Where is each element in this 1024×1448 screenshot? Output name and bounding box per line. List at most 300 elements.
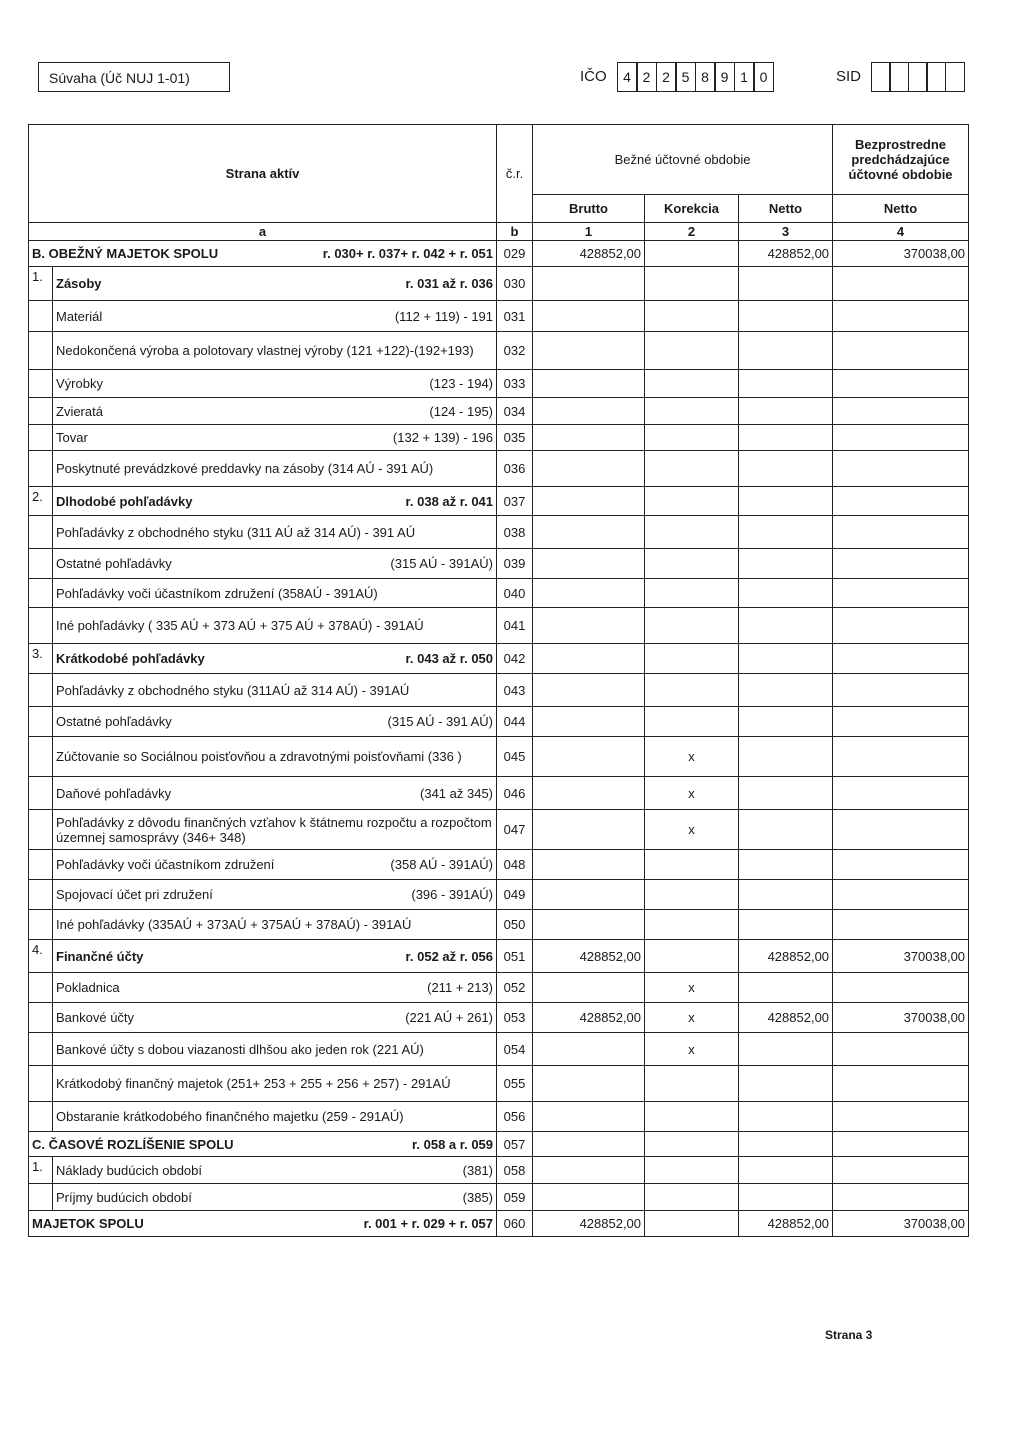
netto-value [739, 777, 833, 810]
table-row [29, 267, 969, 301]
row-label: Zvieratá [56, 403, 103, 419]
row-label: Pohľadávky voči účastníkom združení [56, 857, 275, 872]
balance-sheet-table [28, 124, 969, 1237]
row-label: Zúčtovanie so Sociálnou poisťovňou a zdravotnými poisťovňami (336 ) [56, 749, 462, 764]
row-number [29, 737, 53, 777]
row-number [29, 1033, 53, 1066]
row-description [53, 1102, 497, 1132]
row-reference: r. 038 až r. 041 [405, 493, 494, 509]
row-reference: (315 AÚ - 391AÚ) [390, 556, 494, 571]
brutto-value [533, 487, 645, 516]
row-number [29, 810, 53, 850]
row-code: 049 [497, 880, 533, 910]
row-code: 053 [497, 1003, 533, 1033]
row-label: Daňové pohľadávky [56, 785, 172, 801]
col-netto: Netto [739, 195, 833, 223]
table-row [29, 973, 969, 1003]
korekcia-value [645, 398, 739, 425]
netto-value [739, 850, 833, 880]
sid-digit [908, 62, 928, 92]
col-index-b: b [497, 223, 533, 241]
table-row [29, 850, 969, 880]
table-row [29, 910, 969, 940]
netto-prev-value [833, 880, 969, 910]
row-code: 048 [497, 850, 533, 880]
row-code: 040 [497, 579, 533, 608]
row-label: Výrobky [56, 376, 103, 391]
row-label: Ostatné pohľadávky [56, 556, 172, 571]
row-label: Krátkodobý finančný majetok (251+ 253 + 255 + 256 + 257) - 291AÚ [56, 1076, 451, 1091]
table-row [29, 487, 969, 516]
korekcia-value [645, 674, 739, 707]
row-description [53, 579, 497, 608]
netto-prev-value [833, 644, 969, 674]
table-row [29, 880, 969, 910]
row-description [53, 940, 497, 973]
row-description [29, 1132, 497, 1157]
netto-prev-value [833, 370, 969, 398]
row-code: 032 [497, 332, 533, 370]
row-description [53, 674, 497, 707]
row-description [53, 267, 497, 301]
korekcia-value [645, 644, 739, 674]
row-number [29, 674, 53, 707]
row-reference: (132 + 139) - 196 [392, 430, 494, 445]
netto-value [739, 674, 833, 707]
brutto-value [533, 332, 645, 370]
row-code: 056 [497, 1102, 533, 1132]
table-row [29, 777, 969, 810]
col-index-4: 4 [833, 223, 969, 241]
row-number [29, 880, 53, 910]
netto-prev-value [833, 301, 969, 332]
row-code: 060 [497, 1211, 533, 1237]
row-label: Pokladnica [56, 980, 120, 995]
brutto-value [533, 549, 645, 579]
brutto-value [533, 880, 645, 910]
row-number [29, 301, 53, 332]
row-label: C. ČASOVÉ ROZLÍŠENIE SPOLU [32, 1136, 234, 1152]
netto-prev-value [833, 777, 969, 810]
korekcia-value [645, 850, 739, 880]
row-code: 036 [497, 451, 533, 487]
row-reference: (381) [462, 1162, 494, 1178]
korekcia-value [645, 301, 739, 332]
korekcia-value [645, 1157, 739, 1184]
brutto-value: 428852,00 [533, 241, 645, 267]
row-label: Obstaranie krátkodobého finančného majetku (259 - 291AÚ) [56, 1109, 404, 1124]
row-label: Pohľadávky z dôvodu finančných vzťahov k štátnemu rozpočtu a rozpočtom územnej samosprávy (346+ 348) [56, 814, 492, 845]
sid-label: SID [836, 68, 862, 85]
korekcia-value [645, 451, 739, 487]
row-code: 050 [497, 910, 533, 940]
netto-value [739, 1033, 833, 1066]
row-label: MAJETOK SPOLU [32, 1216, 144, 1231]
row-description [53, 1033, 497, 1066]
brutto-value [533, 1066, 645, 1102]
netto-prev-value [833, 516, 969, 549]
brutto-value [533, 608, 645, 644]
row-number [29, 973, 53, 1003]
row-code: 058 [497, 1157, 533, 1184]
row-number [29, 451, 53, 487]
col-index-3: 3 [739, 223, 833, 241]
brutto-value [533, 674, 645, 707]
netto-prev-value [833, 451, 969, 487]
row-code: 045 [497, 737, 533, 777]
row-label: Krátkodobé pohľadávky [56, 651, 205, 666]
row-number [29, 332, 53, 370]
netto-value [739, 451, 833, 487]
row-label: Príjmy budúcich období [56, 1189, 192, 1205]
table-row [29, 608, 969, 644]
row-number [29, 910, 53, 940]
row-description [53, 880, 497, 910]
netto-value [739, 267, 833, 301]
table-row [29, 810, 969, 850]
row-description [53, 910, 497, 940]
netto-prev-value: 370038,00 [833, 241, 969, 267]
row-reference: (124 - 195) [429, 403, 494, 419]
table-row [29, 940, 969, 973]
row-description [53, 549, 497, 579]
brutto-value [533, 1157, 645, 1184]
sid-digit [889, 62, 909, 92]
brutto-value [533, 850, 645, 880]
table-row [29, 1211, 969, 1237]
table-row [29, 1102, 969, 1132]
netto-value: 428852,00 [739, 940, 833, 973]
row-reference: (123 - 194) [429, 376, 494, 391]
table-row [29, 301, 969, 332]
row-reference: r. 030+ r. 037+ r. 042 + r. 051 [322, 246, 494, 261]
row-code: 043 [497, 674, 533, 707]
korekcia-value [645, 1102, 739, 1132]
row-code: 054 [497, 1033, 533, 1066]
row-label: Tovar [56, 430, 88, 445]
row-description [53, 332, 497, 370]
table-row [29, 674, 969, 707]
table-row [29, 1033, 969, 1066]
netto-prev-value [833, 1102, 969, 1132]
row-number [29, 425, 53, 451]
netto-value [739, 1102, 833, 1132]
row-code: 029 [497, 241, 533, 267]
korekcia-value [645, 1184, 739, 1211]
table-row [29, 1184, 969, 1211]
page-number: Strana 3 [825, 1328, 873, 1342]
row-code: 051 [497, 940, 533, 973]
row-description [53, 608, 497, 644]
row-description [53, 707, 497, 737]
col-netto-prev: Netto [833, 195, 969, 223]
row-reference: r. 058 a r. 059 [412, 1136, 494, 1152]
ico-digit: 5 [675, 62, 696, 92]
row-description [29, 1211, 497, 1237]
row-description [53, 810, 497, 850]
netto-value [739, 579, 833, 608]
table-row [29, 1003, 969, 1033]
netto-value [739, 608, 833, 644]
row-number [29, 579, 53, 608]
table-row [29, 1157, 969, 1184]
brutto-value [533, 777, 645, 810]
ico-digit: 0 [753, 62, 774, 92]
brutto-value [533, 516, 645, 549]
brutto-value [533, 1033, 645, 1066]
row-number: 1. [29, 1157, 53, 1184]
sid-digit [871, 62, 891, 92]
row-label: Ostatné pohľadávky [56, 714, 172, 729]
row-number [29, 370, 53, 398]
netto-prev-value [833, 674, 969, 707]
row-label: Finančné účty [56, 948, 144, 964]
netto-prev-value [833, 425, 969, 451]
korekcia-value [645, 241, 739, 267]
korekcia-value: x [645, 777, 739, 810]
netto-value: 428852,00 [739, 241, 833, 267]
brutto-value [533, 267, 645, 301]
row-description [53, 850, 497, 880]
korekcia-value: x [645, 1003, 739, 1033]
row-number: 2. [29, 487, 53, 516]
brutto-value [533, 398, 645, 425]
row-code: 059 [497, 1184, 533, 1211]
row-number [29, 1003, 53, 1033]
table-body [29, 241, 969, 1237]
col-index-2: 2 [645, 223, 739, 241]
row-number [29, 516, 53, 549]
netto-prev-value [833, 398, 969, 425]
korekcia-value [645, 516, 739, 549]
row-reference: (341 až 345) [420, 785, 494, 801]
row-number [29, 1184, 53, 1211]
row-label: Pohľadávky z obchodného styku (311AÚ až 314 AÚ) - 391AÚ [56, 682, 410, 698]
netto-prev-value: 370038,00 [833, 1003, 969, 1033]
row-number: 3. [29, 644, 53, 674]
row-code: 052 [497, 973, 533, 1003]
row-number: 1. [29, 267, 53, 301]
row-number [29, 549, 53, 579]
row-description [53, 301, 497, 332]
korekcia-value [645, 487, 739, 516]
netto-prev-value [833, 1066, 969, 1102]
table-row [29, 241, 969, 267]
row-code: 057 [497, 1132, 533, 1157]
netto-prev-value: 370038,00 [833, 940, 969, 973]
netto-value: 428852,00 [739, 1003, 833, 1033]
netto-value [739, 737, 833, 777]
table-row [29, 1132, 969, 1157]
row-label: Zásoby [56, 276, 102, 291]
netto-value [739, 301, 833, 332]
korekcia-value: x [645, 1033, 739, 1066]
brutto-value [533, 425, 645, 451]
row-description [53, 973, 497, 1003]
row-description [53, 1003, 497, 1033]
netto-value [739, 1066, 833, 1102]
row-reference: r. 043 až r. 050 [405, 651, 494, 666]
netto-prev-value [833, 549, 969, 579]
netto-value [739, 425, 833, 451]
netto-prev-value [833, 579, 969, 608]
netto-value [739, 398, 833, 425]
row-label: Náklady budúcich období [56, 1162, 202, 1178]
row-label: B. OBEŽNÝ MAJETOK SPOLU [32, 246, 219, 261]
ico-digit: 2 [656, 62, 677, 92]
col-index-a: a [29, 223, 497, 241]
netto-prev-value: 370038,00 [833, 1211, 969, 1237]
ico-digit: 4 [617, 62, 638, 92]
row-code: 055 [497, 1066, 533, 1102]
row-reference: (112 + 119) - 191 [394, 308, 494, 324]
table-row [29, 579, 969, 608]
table-row [29, 644, 969, 674]
netto-value [739, 370, 833, 398]
row-label: Iné pohľadávky ( 335 AÚ + 373 AÚ + 375 AÚ + 378AÚ) - 391AÚ [56, 618, 424, 633]
netto-prev-value [833, 332, 969, 370]
row-label: Materiál [56, 308, 103, 324]
netto-value [739, 910, 833, 940]
row-label: Pohľadávky z obchodného styku (311 AÚ až 314 AÚ) - 391 AÚ [56, 524, 416, 540]
row-code: 033 [497, 370, 533, 398]
row-code: 030 [497, 267, 533, 301]
row-code: 044 [497, 707, 533, 737]
col-korekcia: Korekcia [645, 195, 739, 223]
korekcia-value: x [645, 973, 739, 1003]
row-code: 046 [497, 777, 533, 810]
korekcia-value [645, 1066, 739, 1102]
netto-prev-value [833, 707, 969, 737]
korekcia-value: x [645, 810, 739, 850]
netto-value [739, 1157, 833, 1184]
row-code: 047 [497, 810, 533, 850]
col-bezne-obdobie: Bežné účtovné obdobie [533, 125, 833, 195]
row-description [53, 777, 497, 810]
row-description [53, 370, 497, 398]
row-description [53, 1066, 497, 1102]
row-label: Poskytnuté prevádzkové preddavky na zásoby (314 AÚ - 391 AÚ) [56, 461, 434, 476]
netto-prev-value [833, 973, 969, 1003]
row-description [53, 1157, 497, 1184]
row-number [29, 398, 53, 425]
row-reference: r. 031 až r. 036 [405, 276, 494, 291]
netto-prev-value [833, 487, 969, 516]
form-title: Súvaha (Úč NUJ 1-01) [38, 62, 230, 92]
row-code: 034 [497, 398, 533, 425]
row-number [29, 1102, 53, 1132]
netto-value [739, 880, 833, 910]
netto-prev-value [833, 608, 969, 644]
row-label: Nedokončená výroba a polotovary vlastnej výroby (121 +122)-(192+193) [56, 343, 474, 358]
netto-prev-value [833, 1132, 969, 1157]
ico-label: IČO [580, 68, 607, 85]
table-row [29, 549, 969, 579]
korekcia-value [645, 707, 739, 737]
row-code: 038 [497, 516, 533, 549]
col-index-1: 1 [533, 223, 645, 241]
row-number [29, 608, 53, 644]
row-code: 031 [497, 301, 533, 332]
korekcia-value [645, 880, 739, 910]
brutto-value [533, 1132, 645, 1157]
sid-field [872, 62, 965, 92]
row-reference: (315 AÚ - 391 AÚ) [387, 714, 494, 729]
row-reference: (385) [462, 1189, 494, 1205]
korekcia-value [645, 940, 739, 973]
korekcia-value [645, 579, 739, 608]
table-row [29, 516, 969, 549]
netto-prev-value [833, 910, 969, 940]
row-label: Bankové účty [56, 1010, 135, 1025]
col-cr: č.r. [497, 125, 533, 223]
netto-value [739, 644, 833, 674]
netto-prev-value [833, 737, 969, 777]
brutto-value: 428852,00 [533, 1003, 645, 1033]
row-description [53, 1184, 497, 1211]
row-reference: r. 052 až r. 056 [405, 948, 494, 964]
row-code: 035 [497, 425, 533, 451]
netto-value [739, 810, 833, 850]
row-number [29, 850, 53, 880]
row-reference: (221 AÚ + 261) [405, 1010, 494, 1025]
row-code: 037 [497, 487, 533, 516]
netto-prev-value [833, 810, 969, 850]
korekcia-value [645, 910, 739, 940]
row-number: 4. [29, 940, 53, 973]
brutto-value [533, 1184, 645, 1211]
row-description [53, 398, 497, 425]
netto-value [739, 973, 833, 1003]
netto-prev-value [833, 850, 969, 880]
korekcia-value [645, 332, 739, 370]
row-reference: (211 + 213) [427, 980, 494, 995]
row-description [53, 487, 497, 516]
korekcia-value: x [645, 737, 739, 777]
row-code: 041 [497, 608, 533, 644]
korekcia-value [645, 370, 739, 398]
ico-field [618, 62, 774, 92]
brutto-value: 428852,00 [533, 1211, 645, 1237]
netto-prev-value [833, 1184, 969, 1211]
table-row [29, 370, 969, 398]
row-code: 039 [497, 549, 533, 579]
brutto-value [533, 737, 645, 777]
netto-prev-value [833, 1033, 969, 1066]
brutto-value [533, 1102, 645, 1132]
brutto-value [533, 973, 645, 1003]
row-number [29, 777, 53, 810]
row-label: Dlhodobé pohľadávky [56, 493, 193, 509]
row-label: Bankové účty s dobou viazanosti dlhšou ako jeden rok (221 AÚ) [56, 1041, 424, 1057]
sid-digit [926, 62, 946, 92]
netto-value [739, 487, 833, 516]
row-reference: r. 001 + r. 029 + r. 057 [363, 1216, 494, 1231]
row-reference: (396 - 391AÚ) [411, 887, 494, 902]
row-label: Spojovací účet pri združení [56, 887, 213, 902]
ico-digit: 2 [636, 62, 657, 92]
brutto-value [533, 707, 645, 737]
row-description [53, 451, 497, 487]
col-predchadzajuce-obdobie: Bezprostredne predchádzajúce účtovné obdobie [833, 125, 969, 195]
netto-value [739, 1184, 833, 1211]
netto-value [739, 707, 833, 737]
brutto-value [533, 579, 645, 608]
brutto-value [533, 910, 645, 940]
table-row [29, 1066, 969, 1102]
korekcia-value [645, 425, 739, 451]
row-description [53, 516, 497, 549]
